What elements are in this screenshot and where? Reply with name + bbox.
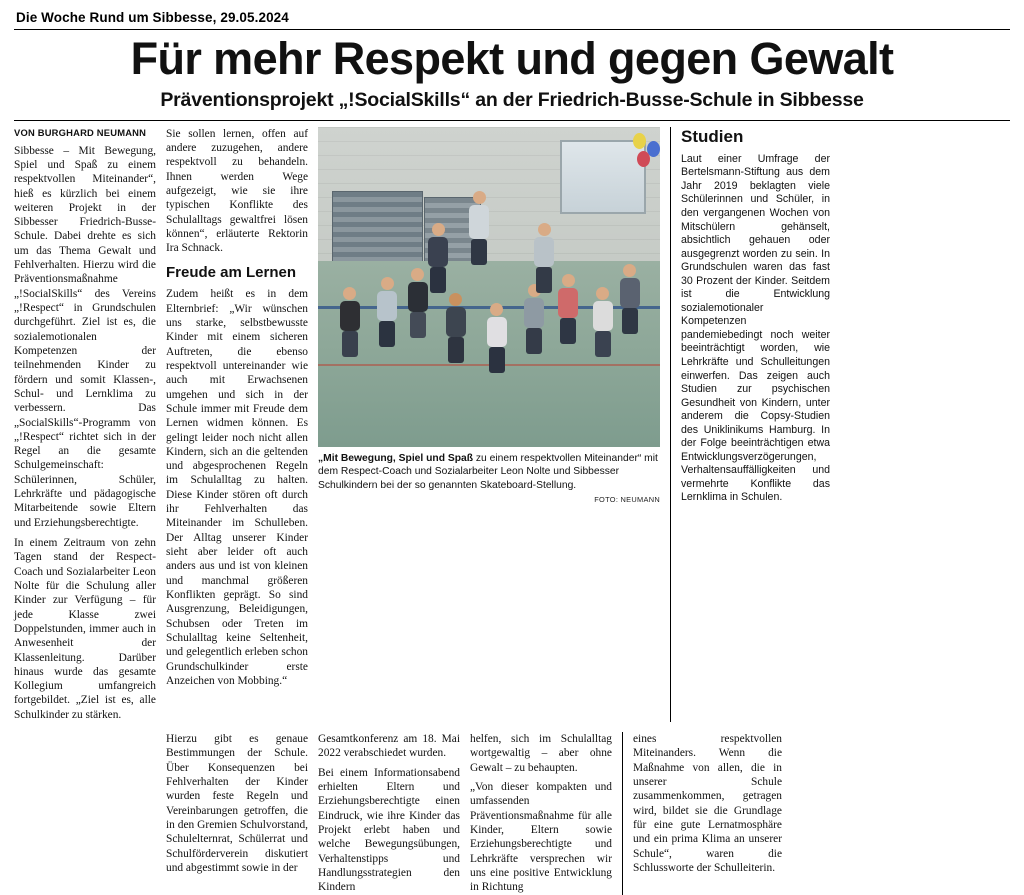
child-figure [445,293,467,363]
column-2 [166,127,318,722]
child-figure [557,274,579,344]
body-paragraph: eines respektvollen Miteinanders. Wenn die Maßnahme von allen, die in unserer Schule zusammenkommen, getragen wird, bildet sie die Grundlage für eine gute Lernatmosphäre und ein prima Klima an unserer Schule“, waren die Schlussworte der Schulleiterin. [633,733,782,874]
child-figure [523,284,545,354]
page-title: Für mehr Respekt und gegen Gewalt [130,33,894,84]
body-paragraph: helfen, sich im Schulalltag wortgewaltig – aber ohne Gewalt – zu behaupten. [470,733,612,774]
body-paragraph: Bei einem Informationsabend erhielten Eltern und Erziehungsberechtigte einen Eindruck, wie ihre Kinder das Projekt erlebt haben und welche Bewegungsübungen, Verhaltenstipps und Handlungsstrategien den Kindern [318,766,460,894]
balloon-icon [637,151,650,167]
body-paragraph: Hierzu gibt es genaue Bestimmungen der Schule. Über Konsequenzen bei Fehlverhalten der Kinder wurden feste Regeln und Vereinbarungen getroffen, die in den Gremien Schulvorstand, Schulelternrat, Schülerrat und Schulförderverein diskutiert und abgestimmt sowie in der [166,733,308,874]
photo-caption-lead: „Mit Bewegung, Spiel und Spaß [318,452,474,464]
byline: VON BURGHARD NEUMANN [14,126,147,138]
column-1 [14,127,166,722]
section-heading-freude-am-lernen: Freude am Lernen [166,263,297,281]
sidebar-studien [670,127,830,722]
coach-figure [468,191,490,265]
masthead: Die Woche Rund um Sibbesse, 29.05.2024 [16,10,289,25]
body-paragraph: Sie sollen lernen, offen auf andere zuzugehen, andere respektvoll zu behandeln. Ihnen werden Wege aufgezeigt, wie sie ihre typischen Konflikte des Schulalltags gewaltfrei lösen können“, erläuterte Rektorin Ira Schnack. [166,127,308,255]
body-paragraph: „Von dieser kompakten und umfassenden Präventionsmaßnahme für alle Kinder, Eltern sowie Erziehungsberechtigte und Lehrkräfte versprechen wir uns eine positive Entwicklung in Richtung [470,781,612,894]
photo-caption-text: zu einem respektvollen Miteinander“ mit dem Respect-Coach und Sozialarbeiter Leon Nolte und Sibbesser Schulkindern bei der so genannten Skateboard-Stellung. [318,452,658,491]
sidebar-body: Laut einer Umfrage der Bertelsmann-Stiftung aus dem Jahr 2019 beklagten viele Schülerinnen und Schüler, in den vergangenen Wochen von Mitschülern gehänselt, absichtlich gehauen oder ausgegrenzt worden zu sein. In Grundschulen waren das fast 30 Prozent der Kinder. Seitdem ist die Entwicklung sozialemotionaler Kompetenzen pandemiebedingt noch weiter beeinträchtigt worden, wie Lehrkräfte und Schulleitungen einwerfen. Das zeigen auch Studien zur psychischen Gesundheit von Kindern, unter anderem die Copsy-Studien des Uniklinikums Hamburg. In der Folge beeinträchtigen etwa Entwicklungsverzögerungen, Verhaltensauffälligkeiten und vermehrte Konflikte das Lernklima in Schulen. [681,152,830,504]
divider-top [14,29,1010,30]
body-paragraph: In einem Zeitraum von zehn Tagen stand der Respect-Coach und Sozialarbeiter Leon Nolte für die Schulung aller Kinder zur Verfügung – für jede Klasse zwei Doppelstunden, immer auch in Anwesenheit der Klassenleitung. Darüber hinaus wurde das gesamte Kollegium umfangreich fortgebildet. „Ziel ist es, alle Schulkinder zu stärken. [14,537,156,721]
photo-caption [318,452,660,492]
child-figure [407,268,429,338]
photo-credit: FOTO: NEUMANN [594,494,660,504]
child-figure [339,287,361,357]
lower-column-4 [470,732,622,894]
lower-column-5 [622,732,792,894]
photo-column [318,127,670,722]
gym-mats-stack [332,191,423,263]
child-figure [592,287,614,357]
lower-columns [14,732,1010,894]
child-figure [533,223,555,293]
lower-column-3 [318,732,470,894]
lower-column-2 [166,732,318,894]
child-figure [619,264,641,334]
child-figure [376,277,398,347]
gym-window [560,140,646,214]
body-paragraph: Sibbesse – Mit Bewegung, Spiel und Spaß zu einem respektvollen Miteinander“, hieß es kürzlich bei einem weiteren Projekt in der Sibbesser Friedrich-Busse-Schule. Dabei drehte es sich um das Thema Gewalt und Fehlverhalten. Hierzu wird die Präventionsmaßnahme „!SocialSkills“ des Vereins „!Respect“ in Grundschulen durchgeführt. Ziel ist es, die sozialemotionalen Kompetenzen der teilnehmenden Kinder zu fördern und somit Klassen-, Schul- und Lernklima zu verbessern. Das „SocialSkills“-Programm von „!Respect“ richtet sich in der Regel an die gesamte Schulgemeinschaft: Schülerinnen, Schüler, Lehrkräfte und pädagogische Mitarbeitende sowie Eltern und Erziehungsberechtigte. [14,144,156,529]
body-paragraph: Gesamtkonferenz am 18. Mai 2022 verabschiedet wurden. [318,733,460,760]
page-subtitle: Präventionsprojekt „!SocialSkills“ an der Friedrich-Busse-Schule in Sibbesse [160,88,864,111]
balloon-icon [633,133,646,149]
sidebar-title: Studien [681,126,744,146]
article-photo [318,127,660,447]
child-figure [486,303,508,373]
child-figure [427,223,449,293]
divider-under-subtitle [14,120,1010,121]
main-columns [14,127,1010,722]
lower-column-1 [14,732,166,894]
body-paragraph: Zudem heißt es in dem Elternbrief: „Wir wünschen uns starke, selbstbewusste Kinder mit einem sicheren Auftreten, die ebenso respektvoll untereinander wie auch mit Erwachsenen umgehen und sich in der Schule immer mit Freude dem Lernen widmen können. Es gelingt leider noch nicht allen Kindern, sich an die geltenden und abgesprochenen Regeln im Schulalltag zu halten. Diese Kinder stören oft durch ihr Fehlverhalten das Miteinander im Schulleben. Der Alltag unserer Kinder sieht aber leider oft auch anders aus und ist von kleinen und manchmal größeren Konflikten geprägt. So sind Ausgrenzung, Beleidigungen, Schubsen oder Treten im Schulalltag keine Seltenheit, und gelegentlich erleben schon Grundschulkinder erste Anzeichen von Mobbing.“ [166,288,308,687]
